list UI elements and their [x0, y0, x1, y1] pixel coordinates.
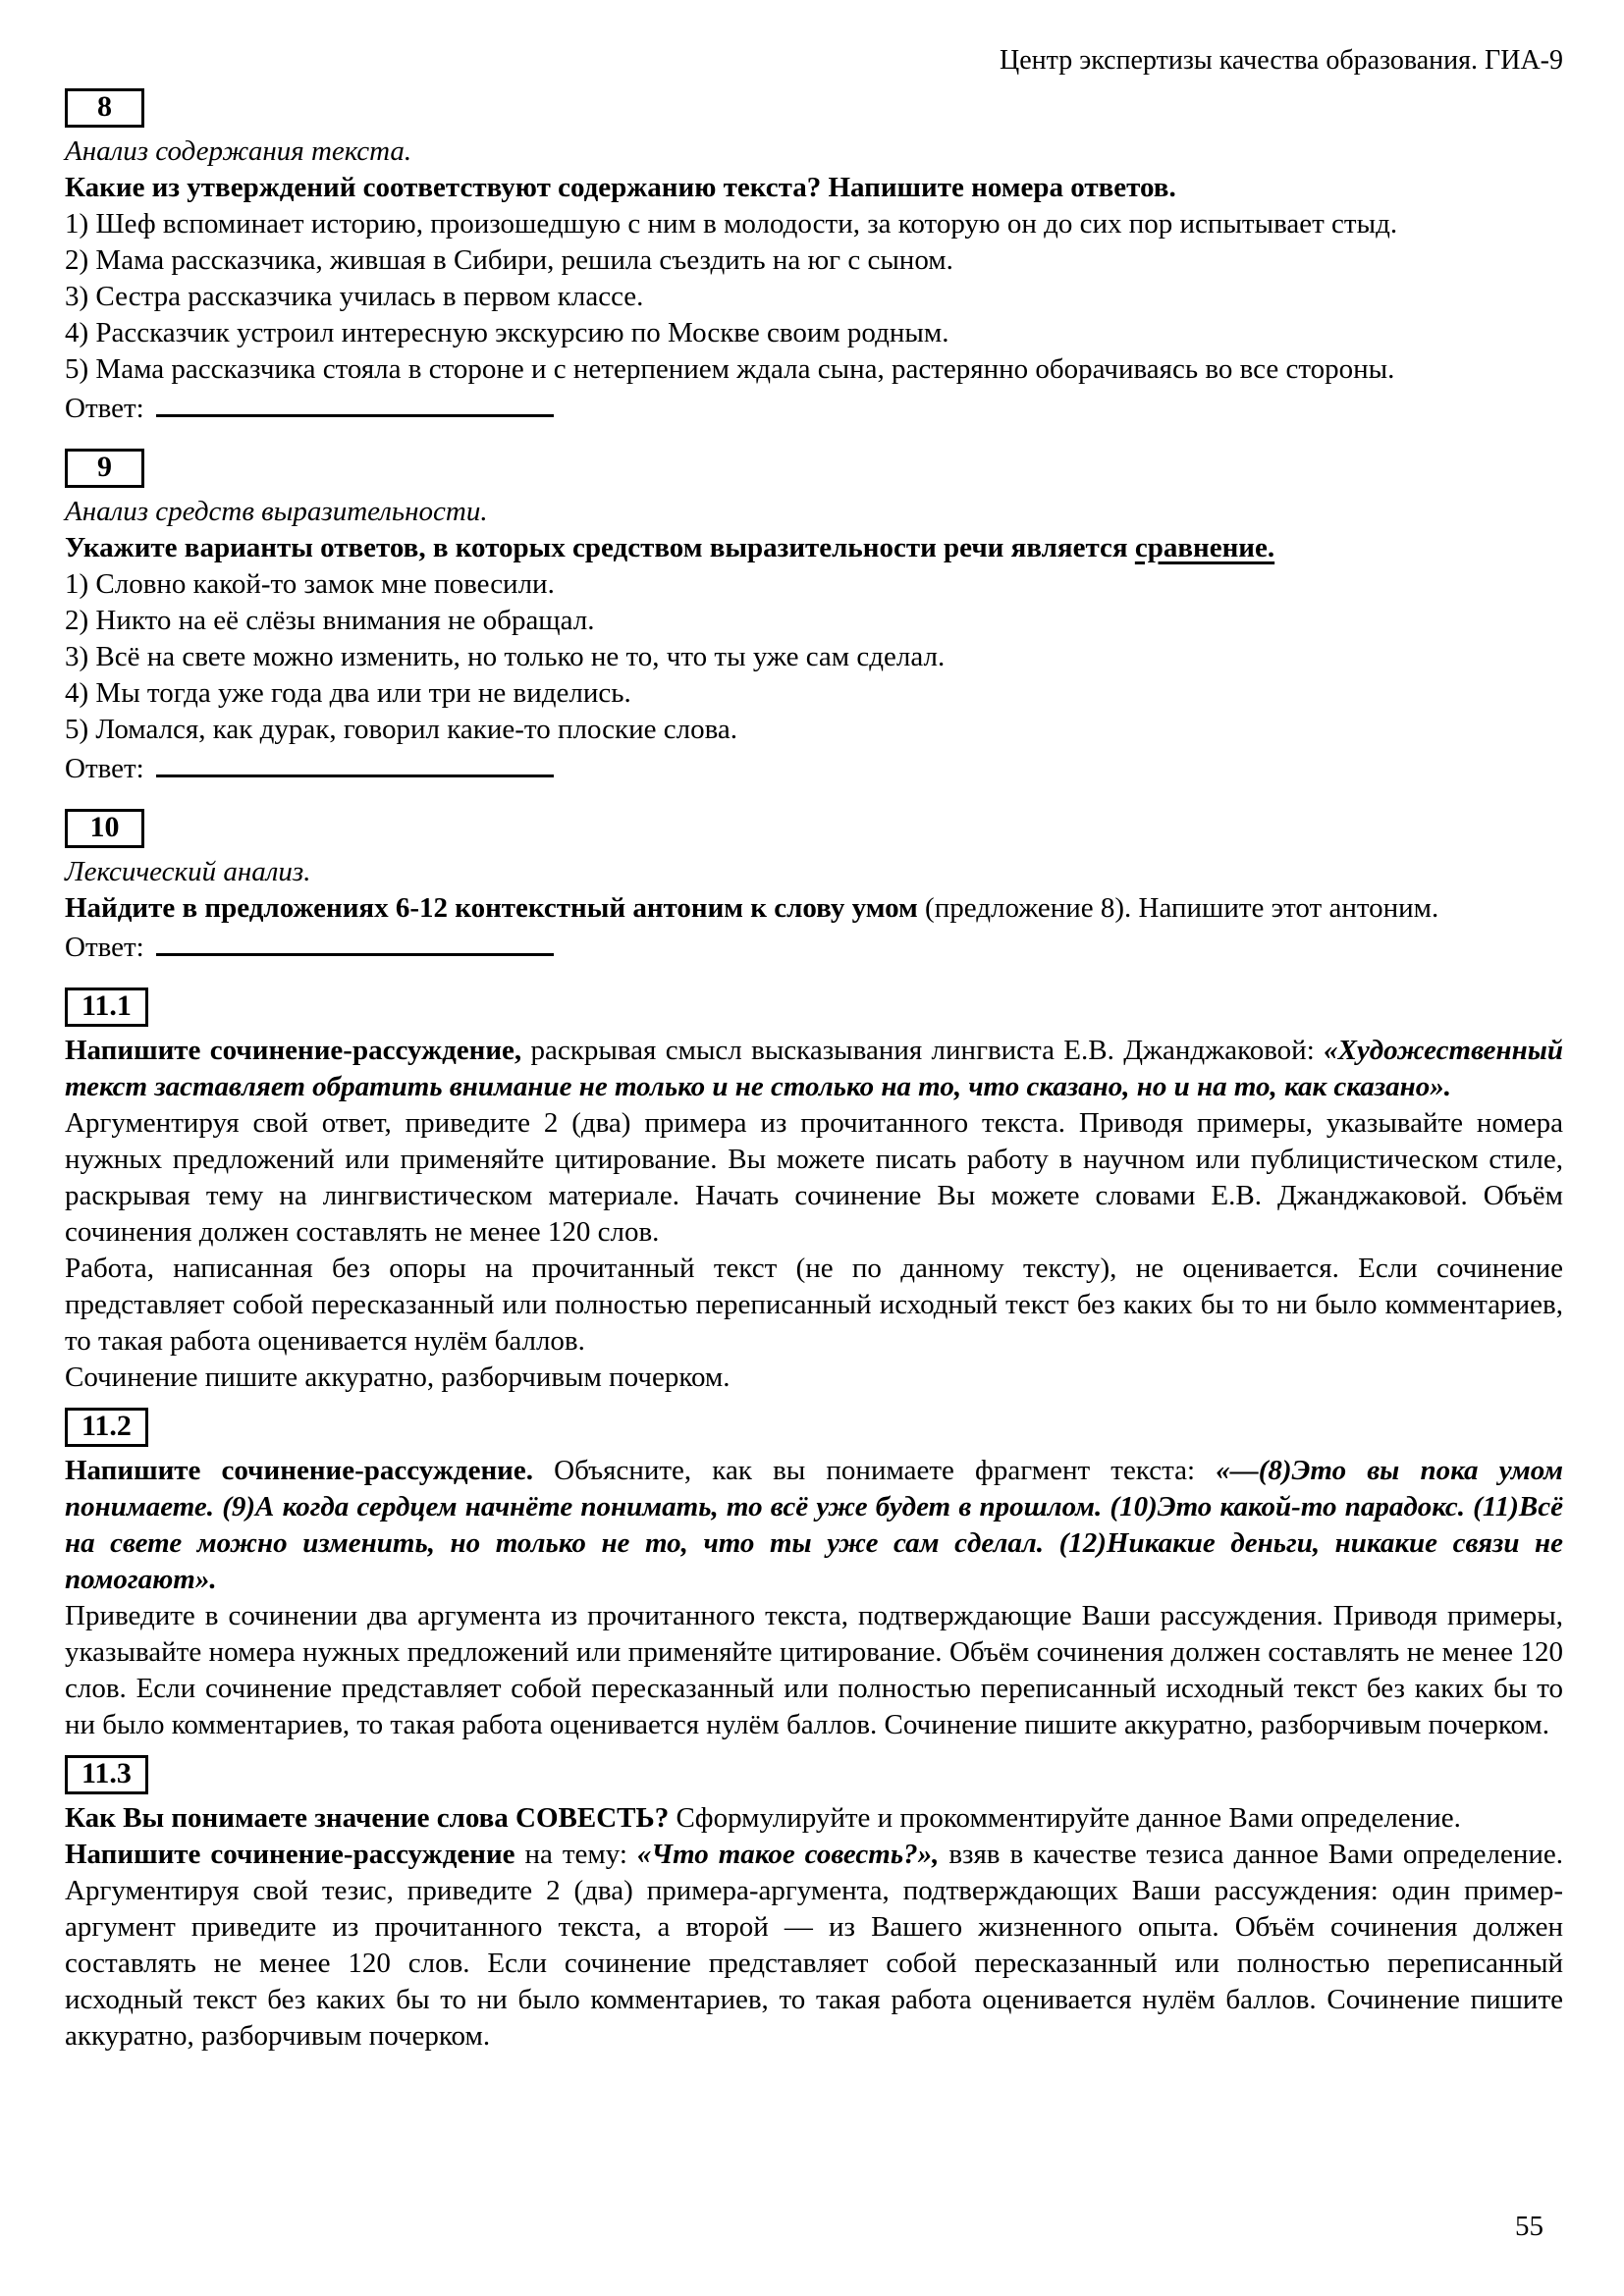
question-9-option-5: 5) Ломался, как дурак, говорил какие-то плоские слова.	[65, 714, 738, 745]
question-11-2-intro-bold: Напишите сочинение-рассуждение.	[65, 1455, 533, 1486]
question-11-1-para-3: Сочинение пишите аккуратно, разборчивым почерком.	[65, 1362, 731, 1393]
question-9-answer-row	[65, 751, 1563, 787]
header-title: Центр экспертизы качества образования. ГИА-9	[1000, 45, 1563, 76]
question-11-1-intro-bold: Напишите сочинение-рассуждение,	[65, 1035, 522, 1066]
question-10	[65, 797, 1563, 966]
question-8-prompt: Какие из утверждений соответствуют содержанию текста? Напишите номера ответов.	[65, 172, 1176, 203]
question-11-2-quote: «—(8)Это вы пока умом понимаете. (9)А когда сердцем начнёте понимать, то всё уже будет в прошлом. (10)Это какой-то парадокс. (11)Всё на свете можно изменить, но только не то, что ты уже сам сделал. (12)Никакие деньги, никакие связи не помогают».	[65, 1455, 1563, 1595]
question-9-number-box: 9	[65, 449, 144, 488]
question-11-3-body-bold: Напишите сочинение-рассуждение	[65, 1839, 515, 1870]
question-10-answer-blank	[156, 931, 554, 956]
question-11-1-intro	[65, 1033, 1563, 1105]
page-content	[65, 0, 1563, 2055]
page-number: 55	[1515, 2211, 1543, 2242]
question-11-3-number-box: 11.3	[65, 1755, 148, 1794]
question-11-1-number-box: 11.1	[65, 988, 148, 1027]
question-11-3-line-1	[65, 1800, 1563, 1837]
question-11-3-line-1-bold: Как Вы понимаете значение слова СОВЕСТЬ?	[65, 1802, 670, 1834]
question-8-option-1: 1) Шеф вспоминает историю, произошедшую с ним в молодости, за которую он до сих пор испытывает стыд.	[65, 208, 1398, 240]
question-11-2-para-1: Приведите в сочинении два аргумента из прочитанного текста, подтверждающие Ваши рассуждения. Приводя примеры, указывайте номера нужных предложений или применяйте цитирование. Объём сочинения должен составлять не менее 120 слов. Если сочинение представляет собой пересказанный или полностью переписанный исходный текст без каких бы то ни было комментариев, то такая работа оценивается нулём баллов. Сочинение пишите аккуратно, разборчивым почерком.	[65, 1600, 1563, 1740]
question-11-3-topic-quote: «Что такое совесть?»,	[636, 1839, 940, 1870]
question-9-option-1: 1) Словно какой-то замок мне повесили.	[65, 568, 555, 600]
question-8-option-4: 4) Рассказчик устроил интересную экскурсию по Москве своим родным.	[65, 317, 949, 348]
question-9-option-4: 4) Мы тогда уже года два или три не виделись.	[65, 677, 631, 709]
question-11-3-body-rest: взяв в качестве тезиса данное Вами определение. Аргументируя свой тезис, приведите 2 (два) примера-аргумента, подтверждающих Ваши рассуждения: один пример-аргумент приведите из прочитанного текста, а второй — из Вашего жизненного опыта. Объём сочинения должен составлять не менее 120 слов. Если сочинение представляет собой пересказанный или полностью переписанный исходный текст без каких бы то ни было комментариев, то такая работа оценивается нулём баллов. Сочинение пишите аккуратно, разборчивым почерком.	[65, 1839, 1563, 2052]
question-11-1-para-2: Работа, написанная без опоры на прочитанный текст (не по данному тексту), не оценивается. Если сочинение представляет собой пересказанный или полностью переписанный исходный текст без каких бы то ни было комментариев, то такая работа оценивается нулём баллов.	[65, 1253, 1563, 1357]
question-11-3-body-mid: на тему:	[514, 1839, 637, 1870]
question-8-answer-row	[65, 391, 1563, 427]
question-8	[65, 77, 1563, 427]
question-11-3	[65, 1743, 1563, 2055]
question-9-answer-label: Ответ:	[65, 753, 144, 784]
question-9-prompt	[65, 530, 1563, 566]
question-9-subtitle: Анализ средств выразительности.	[65, 496, 488, 527]
question-10-prompt-rest: (предложение 8). Напишите этот антоним.	[925, 892, 1439, 924]
question-10-answer-row	[65, 930, 1563, 966]
question-10-prompt	[65, 890, 1563, 927]
question-8-option-3: 3) Сестра рассказчика училась в первом классе.	[65, 281, 644, 312]
question-11-2	[65, 1396, 1563, 1743]
question-10-subtitle: Лексический анализ.	[65, 856, 311, 887]
question-11-2-number-box: 11.2	[65, 1408, 148, 1447]
question-8-answer-label: Ответ:	[65, 393, 144, 424]
question-8-subtitle: Анализ содержания текста.	[65, 135, 412, 167]
question-9-answer-blank	[156, 752, 554, 777]
document-header	[65, 0, 1563, 77]
question-9-option-3: 3) Всё на свете можно изменить, но только не то, что ты уже сам сделал.	[65, 641, 946, 672]
question-11-1-para-1: Аргументируя свой ответ, приведите 2 (два) примера из прочитанного текста. Приводя примеры, указывайте номера нужных предложений или применяйте цитирование. Вы можете писать работу в научном или публицистическом стиле, раскрывая тему на лингвистическом материале. Начать сочинение Вы можете словами Е.В. Джанджаковой. Объём сочинения должен составлять не менее 120 слов.	[65, 1107, 1563, 1248]
question-10-number-box: 10	[65, 809, 144, 848]
question-10-prompt-bold: Найдите в предложениях 6-12 контекстный антоним к слову умом	[65, 892, 926, 924]
question-9	[65, 437, 1563, 787]
question-8-answer-blank	[156, 392, 554, 417]
question-8-option-5: 5) Мама рассказчика стояла в стороне и с нетерпением ждала сына, растерянно оборачиваясь во все стороны.	[65, 353, 1395, 385]
question-11-1	[65, 976, 1563, 1396]
question-11-2-intro	[65, 1453, 1563, 1598]
question-9-option-2: 2) Никто на её слёзы внимания не обращал.	[65, 605, 595, 636]
question-9-prompt-underlined-term: сравнение.	[1134, 532, 1275, 563]
question-11-2-intro-rest: Объясните, как вы понимаете фрагмент текста:	[532, 1455, 1217, 1486]
question-10-answer-label: Ответ:	[65, 932, 144, 963]
question-11-3-line-1-rest: Сформулируйте и прокомментируйте данное Вами определение.	[669, 1802, 1461, 1834]
question-11-3-body	[65, 1837, 1563, 2055]
question-11-1-intro-rest: раскрывая смысл высказывания лингвиста Е.В. Джанджаковой:	[521, 1035, 1325, 1066]
question-9-prompt-main: Укажите варианты ответов, в которых средством выразительности речи является	[65, 532, 1135, 563]
question-11-1-quote: «Художественный текст заставляет обратить внимание не только и не столько на то, что сказано, но и на то, как сказано».	[65, 1035, 1563, 1102]
question-8-option-2: 2) Мама рассказчика, жившая в Сибири, решила съездить на юг с сыном.	[65, 244, 953, 276]
question-8-number-box: 8	[65, 88, 144, 128]
